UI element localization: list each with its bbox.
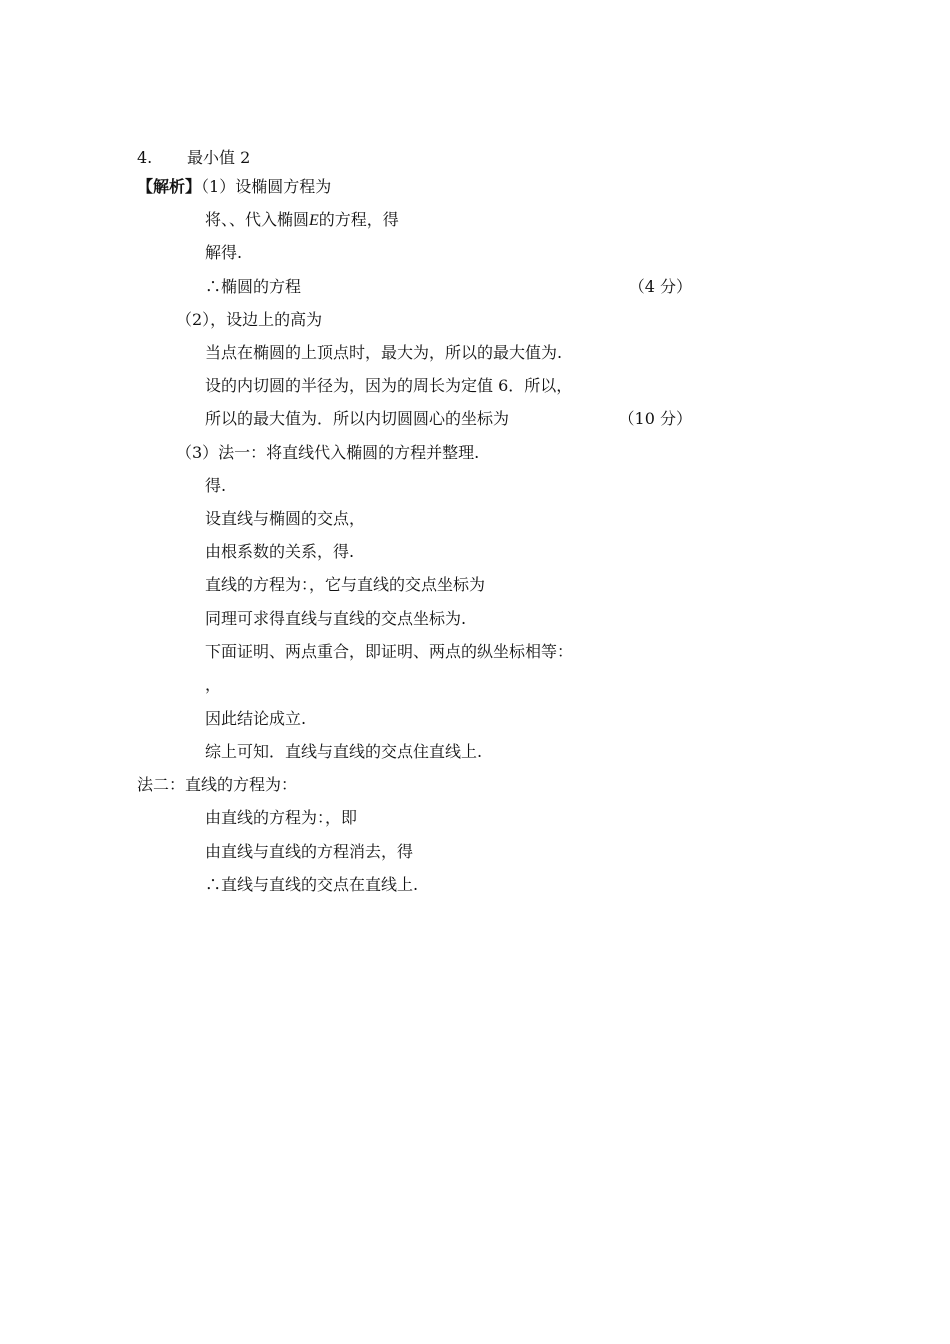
part3-line-2: 设直线与椭圆的交点，: [205, 509, 366, 528]
part2-line-3: 所以的最大值为．所以内切圆圆心的坐标为: [205, 409, 510, 428]
method2-line-1: 由直线的方程为：，即: [205, 808, 358, 827]
part3-line-8: 因此结论成立.: [205, 709, 307, 728]
part1-line-2: 解得.: [205, 243, 243, 262]
analysis-head-line: [137, 177, 331, 197]
part3-line-4: 直线的方程为：，它与直线的交点坐标为: [205, 575, 486, 594]
part1-line-1-post: 的方程，得: [318, 210, 399, 229]
part2-line-2: 设的内切圆的半径为，因为的周长为定值 6．所以，: [205, 376, 573, 395]
part2-score: （10 分）: [618, 409, 692, 428]
part3-line-5: 同理可求得直线与直线的交点坐标为.: [205, 609, 467, 628]
part3-line-9: 综上可知．直线与直线的交点住直线上.: [205, 742, 483, 761]
method2-heading: 法二：直线的方程为：: [137, 775, 298, 794]
answer-4-line: [137, 148, 250, 168]
part3-line-1: 得.: [205, 476, 227, 495]
part2-heading: （2），设边上的高为: [176, 310, 323, 329]
part1-line-1: [205, 210, 399, 231]
part3-line-7: ，: [205, 675, 222, 694]
answer-text: 最小值 2: [187, 148, 251, 167]
method2-line-2: 由直线与直线的方程消去，得: [205, 842, 414, 861]
answer-number: 4.: [137, 148, 153, 167]
part1-line-1-pre: 将、、代入椭圆: [205, 210, 310, 229]
part3-line-6: 下面证明、两点重合，即证明、两点的纵坐标相等：: [205, 642, 574, 661]
method2-line-3: ∴直线与直线的交点在直线上.: [205, 875, 419, 894]
part3-line-3: 由根系数的关系，得.: [205, 542, 355, 561]
part1-line-3: ∴椭圆的方程: [205, 277, 302, 296]
var-e: E: [309, 212, 319, 229]
part1-score: （4 分）: [628, 277, 692, 296]
part3-heading: （3）法一：将直线代入椭圆的方程并整理.: [176, 443, 480, 462]
part1-heading: （1）设椭圆方程为: [201, 177, 332, 196]
analysis-tag: 【解析】: [137, 177, 202, 196]
part2-line-1: 当点在椭圆的上顶点时，最大为，所以的最大值为.: [205, 343, 563, 362]
